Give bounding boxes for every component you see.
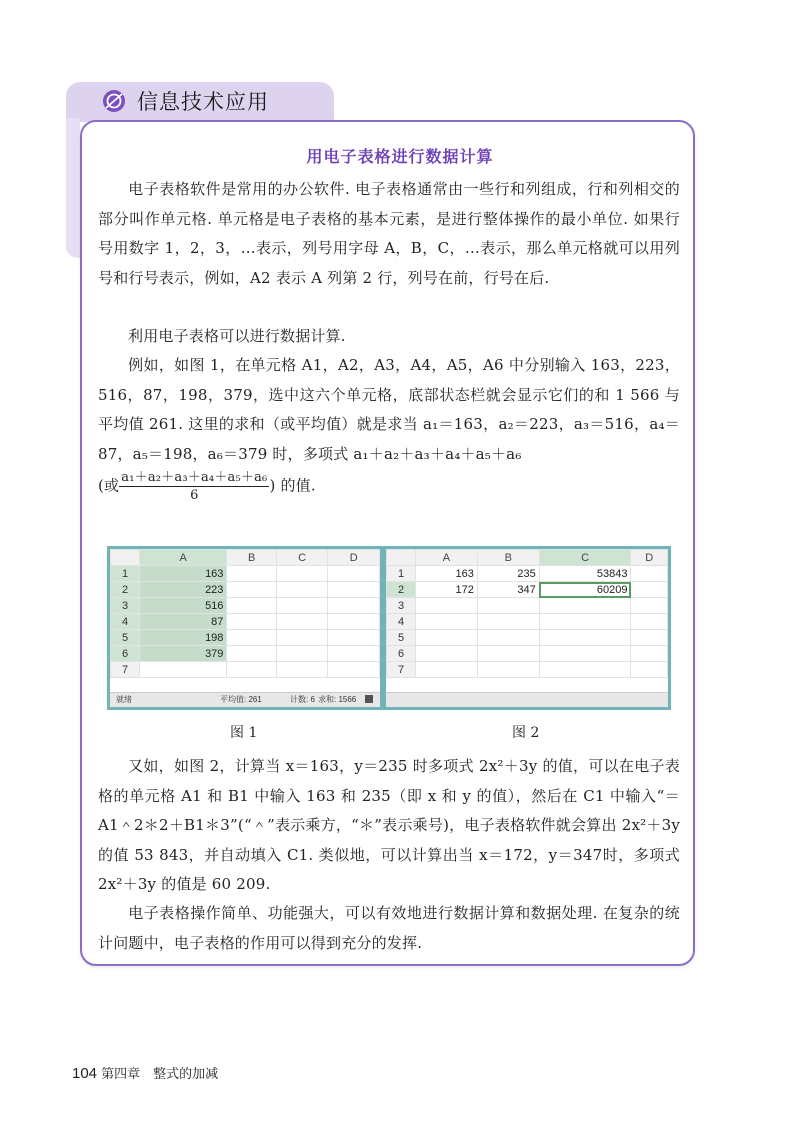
column-header[interactable]: D: [631, 550, 668, 566]
cell[interactable]: [631, 566, 668, 582]
cell[interactable]: [416, 662, 478, 678]
cell[interactable]: 163: [416, 566, 478, 582]
cell[interactable]: 235: [477, 566, 539, 582]
cell[interactable]: [477, 598, 539, 614]
cell[interactable]: [140, 662, 227, 678]
cell[interactable]: [328, 598, 380, 614]
cell[interactable]: 87: [140, 614, 227, 630]
row-header[interactable]: 1: [111, 566, 140, 582]
view-toggle-icon[interactable]: [365, 695, 373, 703]
column-header[interactable]: B: [477, 550, 539, 566]
cell[interactable]: [328, 614, 380, 630]
cell[interactable]: [328, 582, 380, 598]
cell[interactable]: [631, 614, 668, 630]
paragraph-intro-text: 电子表格软件是常用的办公软件. 电子表格通常由一些行和列组成，行和列相交的部分叫作单元格. 单元格是电子表格的基本元素，是进行整体操作的最小单位. 如果行号用数字 1，2，3，…表示，列号用字母 A，B，C，…表示，那么单元格就可以用列号和行号表示，例如，A2 表示 A 列第 2 行，列号在前，行号在后.: [98, 180, 680, 287]
cell[interactable]: [328, 566, 380, 582]
figure2-caption: 图 2: [512, 725, 540, 741]
corner-cell: [387, 550, 416, 566]
paren-close: ) 的值.: [269, 476, 316, 495]
cell[interactable]: [276, 582, 328, 598]
cell[interactable]: [276, 646, 328, 662]
paragraph-example2: [98, 752, 680, 900]
page-footer: [72, 1063, 218, 1082]
row-header[interactable]: 6: [387, 646, 416, 662]
cell[interactable]: [631, 598, 668, 614]
info-tech-icon: [102, 89, 126, 113]
cell[interactable]: 379: [140, 646, 227, 662]
cell[interactable]: [227, 646, 276, 662]
row-header[interactable]: 2: [387, 582, 416, 598]
cell[interactable]: [227, 630, 276, 646]
row-header[interactable]: 2: [111, 582, 140, 598]
tab-title: 信息技术应用: [137, 90, 269, 114]
cell[interactable]: [477, 630, 539, 646]
status-bar: [386, 692, 668, 707]
status-count: 计数: 6: [290, 695, 315, 704]
row-header[interactable]: 4: [387, 614, 416, 630]
cell[interactable]: [539, 646, 631, 662]
cell[interactable]: [227, 566, 276, 582]
paren-open: (或: [98, 476, 120, 495]
paragraph-example1: [98, 351, 680, 504]
page-number: 104: [72, 1065, 98, 1082]
cell[interactable]: 198: [140, 630, 227, 646]
cell[interactable]: [276, 630, 328, 646]
fraction-denominator: 6: [190, 488, 199, 503]
cell[interactable]: [328, 646, 380, 662]
status-average: 平均值: 261: [220, 695, 262, 704]
paragraph-calc: [98, 322, 680, 352]
row-header[interactable]: 7: [387, 662, 416, 678]
cell[interactable]: [416, 646, 478, 662]
paragraph-intro: [98, 175, 680, 293]
row-header[interactable]: 4: [111, 614, 140, 630]
average-fraction: [119, 469, 269, 504]
cell[interactable]: [276, 662, 328, 678]
row-header[interactable]: 7: [111, 662, 140, 678]
figure1-table: [110, 549, 380, 678]
paragraph-example2-text: 又如，如图 2，计算当 x＝163，y＝235 时多项式 2x²＋3y 的值，可以在电子表格的单元格 A1 和 B1 中输入 163 和 235（即 x 和 y 的值），然后在 C1 中输入“＝A1＾2＊2＋B1＊3”(“＾”表示乘方，“＊”表示乘号)，电子表格软件就会算出 2x²＋3y 的值 53 843，并自动填入 C1. 类似地，可以计算出当 x＝172，y＝347时，多项式 2x²＋3y 的值是 60 209.: [98, 757, 680, 893]
cell[interactable]: [416, 614, 478, 630]
cell[interactable]: 53843: [539, 566, 631, 582]
row-header[interactable]: 6: [111, 646, 140, 662]
cell[interactable]: [416, 598, 478, 614]
cell[interactable]: [227, 614, 276, 630]
chapter-title: 第四章 整式的加减: [101, 1067, 219, 1082]
row-header[interactable]: 5: [387, 630, 416, 646]
corner-cell: [111, 550, 140, 566]
paragraph-calc-text: 利用电子表格可以进行数据计算.: [128, 327, 346, 345]
cell[interactable]: [539, 598, 631, 614]
paragraph-conclusion-text: 电子表格操作简单、功能强大，可以有效地进行数据计算和数据处理. 在复杂的统计问题中，电子表格的作用可以得到充分的发挥.: [98, 904, 680, 952]
cell[interactable]: 347: [477, 582, 539, 598]
status-ready: 就绪: [116, 695, 132, 704]
status-bar: [110, 692, 380, 707]
cell[interactable]: [477, 614, 539, 630]
column-header[interactable]: C: [276, 550, 328, 566]
cell[interactable]: [539, 662, 631, 678]
cell[interactable]: [328, 630, 380, 646]
tab-sidebar: [66, 118, 80, 258]
paragraph-conclusion: [98, 899, 680, 958]
cell[interactable]: [227, 662, 276, 678]
section-title: 用电子表格进行数据计算: [306, 147, 494, 166]
cell[interactable]: 172: [416, 582, 478, 598]
column-header[interactable]: A: [416, 550, 478, 566]
row-header[interactable]: 3: [387, 598, 416, 614]
cell[interactable]: [276, 598, 328, 614]
column-header[interactable]: D: [328, 550, 380, 566]
cell[interactable]: [477, 646, 539, 662]
status-sum: 求和: 1566: [318, 695, 357, 704]
cell[interactable]: [477, 662, 539, 678]
row-header[interactable]: 1: [387, 566, 416, 582]
cell[interactable]: [539, 630, 631, 646]
cell[interactable]: [631, 646, 668, 662]
fraction-numerator: a₁＋a₂＋a₃＋a₄＋a₅＋a₆: [121, 470, 268, 485]
cell[interactable]: [631, 582, 668, 598]
paragraph-example1-text: 例如，如图 1，在单元格 A1，A2，A3，A4，A5，A6 中分别输入 163，223，516，87，198，379，选中这六个单元格，底部状态栏就会显示它们的和 1 566 与平均值 261. 这里的求和（或平均值）就是求当 a₁＝163，a₂＝223，a₃＝516，a₄＝87，a₅＝198，a₆＝379 时，多项式 a₁＋a₂＋a₃＋a₄＋a₅＋a₆: [98, 356, 680, 463]
cell[interactable]: 516: [140, 598, 227, 614]
cell[interactable]: [328, 662, 380, 678]
row-header[interactable]: 3: [111, 598, 140, 614]
cell[interactable]: 223: [140, 582, 227, 598]
column-header[interactable]: C: [539, 550, 631, 566]
row-header[interactable]: 5: [111, 630, 140, 646]
column-header[interactable]: B: [227, 550, 276, 566]
cell[interactable]: [631, 630, 668, 646]
cell[interactable]: [276, 566, 328, 582]
figure2-spreadsheet: [383, 546, 671, 710]
column-header[interactable]: A: [140, 550, 227, 566]
figure1-spreadsheet: [107, 546, 383, 710]
cell[interactable]: [539, 614, 631, 630]
cell[interactable]: [276, 614, 328, 630]
cell[interactable]: [416, 630, 478, 646]
cell[interactable]: [227, 598, 276, 614]
cell[interactable]: 163: [140, 566, 227, 582]
figure2-table: [386, 549, 668, 678]
cell[interactable]: [631, 662, 668, 678]
figure1-caption: 图 1: [230, 725, 258, 741]
cell[interactable]: [227, 582, 276, 598]
active-cell[interactable]: 60209: [539, 582, 631, 598]
